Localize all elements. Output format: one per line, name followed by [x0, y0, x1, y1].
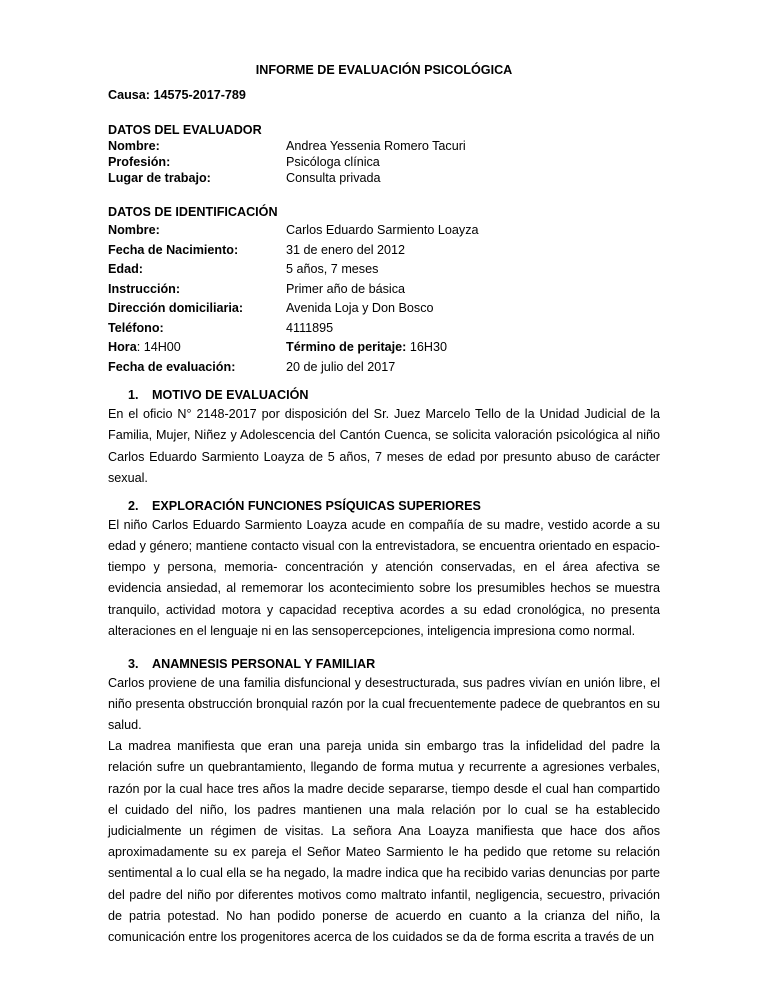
ident-eval-date-row [108, 358, 660, 378]
field-value: Psicóloga clínica [286, 154, 380, 169]
case-number: Causa: 14575-2017-789 [108, 87, 246, 102]
section-anamnesis [108, 657, 660, 948]
section-paragraph: Carlos proviene de una familia disfuncional y desestructurada, sus padres vivían en unión libre, el niño presenta obstrucción bronquial razón por la cual frecuentemente padece de quebrantos en su salud. [108, 675, 660, 733]
hora-value: : 14H00 [136, 340, 181, 355]
identification-heading: DATOS DE IDENTIFICACIÓN [108, 205, 278, 220]
ident-phone-row [108, 319, 660, 339]
section-paragraph: El niño Carlos Eduardo Sarmiento Loayza acude en compañía de su madre, vestido acorde a su edad y género; mantiene contacto visual con la entrevistadora, se encuentra orientado en espacio-tiempo y persona, memoria- concentración y atención conservadas, en el área afectiva se evidencia ansiedad, al rememorar los acontecimiento sobre los presumibles hechos se muestra tranquilo, actividad motora y capacidad receptiva acordes a su edad cronológica, no presenta alteraciones en el lenguaje ni en las sensopercepciones, inteligencia impresiona como normal. [108, 517, 660, 638]
evaluator-heading: DATOS DEL EVALUADOR [108, 123, 262, 138]
field-label: Lugar de trabajo: [108, 170, 211, 185]
field-label: Dirección domiciliaria: [108, 301, 244, 316]
section-heading [108, 499, 660, 515]
evaluator-section [108, 123, 660, 186]
section-number: 2. [128, 498, 139, 513]
field-value: Carlos Eduardo Sarmiento Loayza [286, 223, 479, 238]
field-label: Nombre: [108, 139, 160, 154]
hora-field [108, 338, 286, 358]
field-value: Avenida Loja y Don Bosco [286, 301, 434, 316]
ident-time-row [108, 338, 660, 358]
evaluator-name-row [108, 139, 660, 155]
section-exploracion [108, 499, 660, 642]
section-motivo [108, 388, 660, 489]
field-value: 4111895 [286, 320, 334, 335]
ident-address-row [108, 299, 660, 319]
evaluator-workplace-row [108, 171, 660, 187]
evaluator-profession-row [108, 155, 660, 171]
section-number: 3. [128, 656, 139, 671]
identification-section [108, 203, 660, 377]
ident-name-row [108, 221, 660, 241]
section-title: EXPLORACIÓN FUNCIONES PSÍQUICAS SUPERIORES [152, 498, 481, 513]
field-value: 31 de enero del 2012 [286, 242, 406, 257]
hora-label: Hora [108, 340, 137, 355]
termino-field [286, 338, 660, 358]
section-paragraph: La madrea manifiesta que eran una pareja unida sin embargo tras la infidelidad del padre la relación sufre un quebrantamiento, llegando de forma mutua y recurrente a agresiones verbales, razón por la cual hace tres años la madre decide separarse, tiempo desde el cual han compartido el cuidado del niño, los padres mantienen una mala relación por lo cual se ha establecido judicialmente un régimen de visitas. La señora Ana Loayza manifiesta que hace dos años aproximadamente su ex pareja el Señor Mateo Sarmiento le ha pedido que retome su relación sentimental a lo cual ella se ha negado, la madre indica que ha recibido varias denuncias por parte del padre del niño por diferentes motivos como maltrato infantil, negligencia, secuestro, privación de patria potestad. No han podido ponerse de acuerdo en cuanto a la crianza del niño, la comunicación entre los progenitores acerca de los cuidados se da de forma escrita a través de un [108, 739, 660, 945]
field-value: Consulta privada [286, 170, 381, 185]
section-title: ANAMNESIS PERSONAL Y FAMILIAR [152, 656, 376, 671]
section-number: 1. [128, 388, 139, 403]
field-label: Teléfono: [108, 320, 164, 335]
field-label: Nombre: [108, 223, 160, 238]
field-value: Andrea Yessenia Romero Tacuri [286, 139, 466, 154]
field-label: Fecha de Nacimiento: [108, 242, 239, 257]
field-label: Instrucción: [108, 281, 181, 296]
document-title: INFORME DE EVALUACIÓN PSICOLÓGICA [255, 63, 513, 77]
field-label: Profesión: [108, 154, 171, 169]
field-label: Edad: [108, 262, 143, 277]
field-label: Fecha de evaluación: [108, 359, 236, 374]
section-title: MOTIVO DE EVALUACIÓN [152, 388, 309, 403]
termino-label: Término de peritaje: [286, 340, 407, 355]
field-value: Primer año de básica [286, 281, 406, 296]
section-heading [108, 657, 660, 673]
field-value: 20 de julio del 2017 [286, 359, 396, 374]
section-heading [108, 388, 660, 404]
section-paragraph: En el oficio N° 2148-2017 por disposición del Sr. Juez Marcelo Tello de la Unidad Judicial de la Familia, Mujer, Niñez y Adolescencia del Cantón Cuenca, se solicita valoración psicológica al niño Carlos Eduardo Sarmiento Loayza de 5 años, 7 meses de edad por presunto abuso de carácter sexual. [108, 407, 660, 485]
termino-value: 16H30 [406, 340, 447, 355]
ident-age-row [108, 260, 660, 280]
field-value: 5 años, 7 meses [286, 262, 379, 277]
ident-birthdate-row [108, 241, 660, 261]
ident-instruction-row [108, 280, 660, 300]
